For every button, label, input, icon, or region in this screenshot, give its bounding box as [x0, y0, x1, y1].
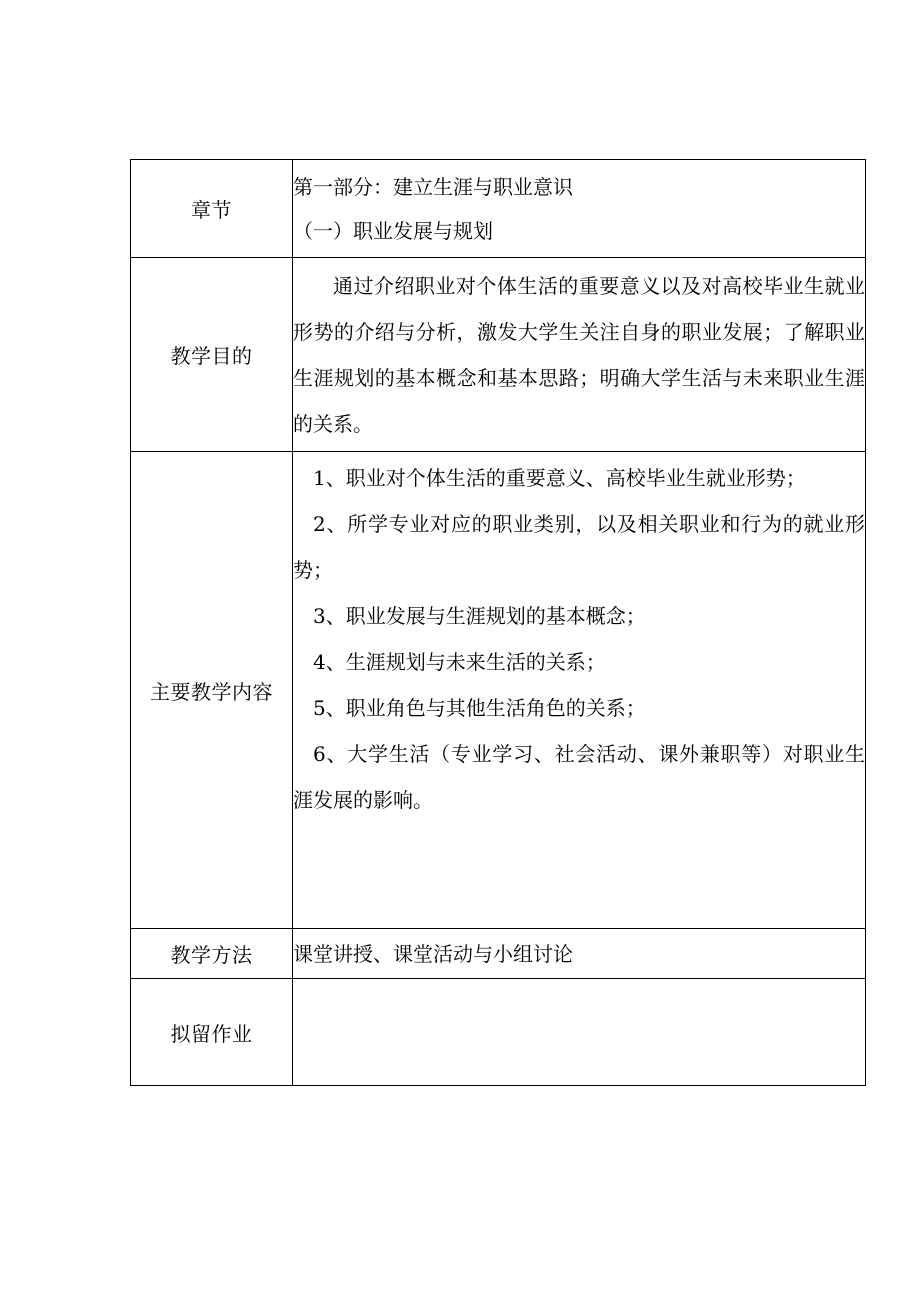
chapter-subtitle: （一）职业发展与规划 — [293, 218, 493, 243]
content-label: 主要教学内容 — [131, 452, 293, 929]
objective-text: 通过介绍职业对个体生活的重要意义以及对高校毕业生就业形势的介绍与分析，激发大学生关注自身的职业发展；了解职业生涯规划的基本概念和基本思路；明确大学生活与未来职业生涯的关系。 — [293, 273, 865, 436]
homework-value — [293, 979, 866, 1086]
content-item: 5、职业角色与其他生活角色的关系； — [313, 696, 646, 720]
objective-label: 教学目的 — [131, 258, 293, 452]
homework-label: 拟留作业 — [131, 979, 293, 1086]
content-item: 4、生涯规划与未来生活的关系； — [313, 650, 606, 674]
objective-row — [131, 258, 866, 452]
content-item: 6、大学生活（专业学习、社会活动、课外兼职等）对职业生涯发展的影响。 — [293, 742, 865, 812]
content-item: 1、职业对个体生活的重要意义、高校毕业生就业形势； — [313, 466, 806, 490]
chapter-label: 章节 — [131, 160, 293, 258]
chapter-value — [293, 160, 866, 258]
lesson-plan-table — [130, 159, 866, 1086]
objective-value — [293, 258, 866, 452]
content-item: 3、职业发展与生涯规划的基本概念； — [313, 604, 646, 628]
chapter-row — [131, 160, 866, 258]
content-value — [293, 452, 866, 929]
chapter-title: 第一部分：建立生涯与职业意识 — [293, 174, 573, 199]
method-row — [131, 929, 866, 979]
content-item: 2、所学专业对应的职业类别，以及相关职业和行为的就业形势； — [293, 512, 865, 582]
content-row — [131, 452, 866, 929]
homework-row — [131, 979, 866, 1086]
method-value: 课堂讲授、课堂活动与小组讨论 — [293, 929, 866, 979]
method-label: 教学方法 — [131, 929, 293, 979]
